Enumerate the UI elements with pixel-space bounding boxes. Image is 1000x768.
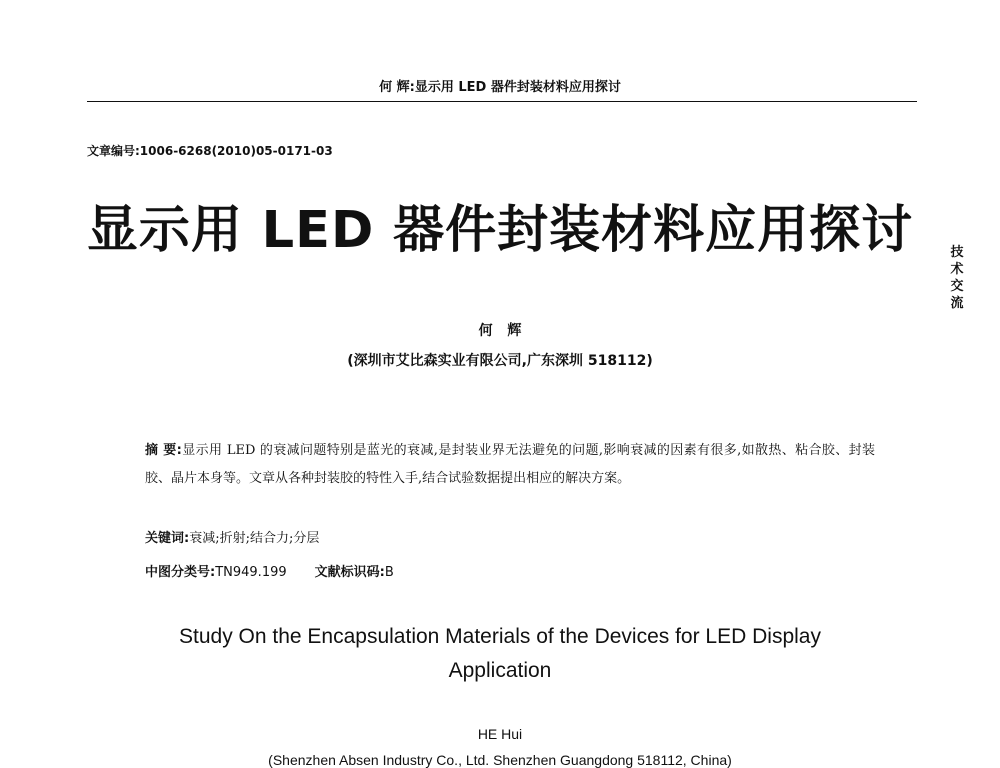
clc-value: TN949.199 [215,565,287,580]
side-section-label [948,244,966,312]
doc-code-value: B [384,565,394,580]
author-name: 何 辉 [478,323,522,339]
english-author: HE Hui [477,726,523,742]
author-affiliation: (深圳市艾比森实业有限公司,广东深圳 518112) [347,353,653,369]
abstract-label: 摘 要: [145,443,182,458]
english-affiliation: (Shenzhen Absen Industry Co., Ltd. Shenzhen Guangdong 518112, China) [268,752,732,768]
side-label-char: 流 [950,296,964,311]
keywords [145,527,875,546]
doc-code-label: 文献标识码: [314,565,385,580]
side-label-char: 术 [950,262,964,277]
english-title: Study On the Encapsulation Materials of the Devices for LED Display Application [179,625,821,682]
clc-label: 中图分类号: [145,565,216,580]
article-number: 文章编号:1006-6268(2010)05-0171-03 [87,144,333,158]
abstract-text: 显示用 LED 的衰减问题特别是蓝光的衰减,是封装业界无法避免的问题,影响衰减的因素有很多,如散热、粘合胶、封装胶、晶片本身等。文章从各种封装胶的特性入手,结合试验数据提出相应的解决方案。 [145,443,875,486]
keywords-text: 衰减;折射;结合力;分层 [189,531,320,546]
article-title: 显示用 LED 器件封装材料应用探讨 [86,201,914,260]
abstract [145,437,875,493]
running-header: 何 辉:显示用 LED 器件封装材料应用探讨 [379,80,621,95]
header-rule [87,101,917,102]
side-label-char: 技 [950,245,964,260]
side-label-char: 交 [950,279,964,294]
classification [145,561,875,580]
keywords-label: 关键词: [145,531,190,546]
